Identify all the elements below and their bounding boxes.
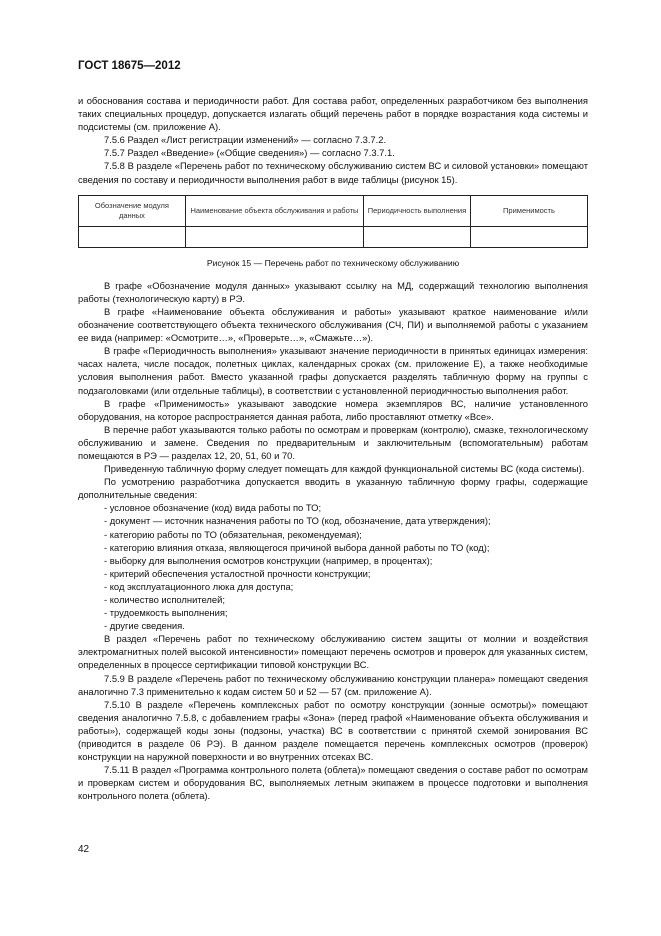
document-header: ГОСТ 18675—2012	[78, 60, 181, 72]
paragraph: Приведенную табличную форму следует помещать для каждой функциональной системы ВС (кода системы).	[104, 463, 585, 475]
paragraph: В перечне работ указываются только работы по осмотрам и проверкам (контролю), смазке, технологическому обслуживанию и замене. Сведения по предварительным и заключительным (вспомогательным) работам помещаются в РЭ — разделах 12, 20, 51, 60 и 70.	[78, 423, 588, 461]
list-item: - документ — источник назначения работы по ТО (код, обозначение, дата утверждения);	[104, 515, 491, 527]
paragraph: В раздел «Перечень работ по техническому обслуживанию систем защиты от молнии и воздействия электромагнитных полей высокой интенсивности» помещают перечень осмотров и проверок для указанных систем, определенных в процессе сертификации типовой конструкции ВС.	[78, 633, 588, 671]
table-cell	[79, 226, 186, 247]
document-body	[78, 94, 588, 803]
table-cell	[364, 226, 471, 247]
list-item: - другие сведения.	[104, 620, 185, 632]
list-item: - количество исполнителей;	[104, 594, 225, 605]
paragraph: и обоснования состава и периодичности работ. Для состава работ, определенных разработчиком без выполнения таких специальных процедур, допускается излагать общий перечень работ в порядке возрастания кода системы и подсистемы (см. приложение А).	[78, 95, 588, 133]
list-item: - код эксплуатационного люка для доступа;	[104, 580, 294, 592]
column-header: Периодичность выполнения	[364, 195, 471, 226]
paragraph: 7.5.8 В разделе «Перечень работ по техническому обслуживанию систем ВС и силовой установки» помещают сведения по составу и периодичности выполнения работ в виде таблицы (рисунок 15).	[78, 160, 588, 185]
paragraph: 7.5.10 В разделе «Перечень комплексных работ по осмотру конструкции (зонные осмотры)» помещают сведения аналогично 7.5.8, с добавлением графы «Зона» (перед графой «Наименование объекта обслуживания и работы»), содержащей коды зоны (подзоны, участка) ВС в соответствии с принятой схемой зонирования ВС (приводится в разделе 06 РЭ). В данном разделе помещается перечень комплексных осмотров (проверок) конструкции на наружной поверхности и во внутренних отсеках ВС.	[78, 698, 588, 763]
paragraph: 7.5.6 Раздел «Лист регистрации изменений» — согласно 7.3.7.2.	[104, 134, 387, 146]
list-item: - критерий обеспечения усталостной прочности конструкции;	[104, 567, 371, 579]
list-item: - трудоемкость выполнения;	[104, 607, 228, 619]
table-cell	[470, 226, 587, 247]
paragraph: В графе «Применимость» указывают заводские номера экземпляров ВС, наличие установленного оборудования, на которое распространяется данная работа, либо проставляют отметку «Все».	[78, 397, 588, 422]
table-row	[79, 226, 588, 247]
table-header-row	[79, 195, 588, 226]
list-item: - выборку для выполнения осмотров конструкции (например, в процентах);	[104, 554, 433, 566]
paragraph: 7.5.11 В раздел «Программа контрольного полета (облета)» помещают сведения о составе работ по осмотрам и проверкам систем и оборудования ВС, выполняемых летным экипажем в процессе подготовки и выполнения контрольного полета (облета).	[78, 764, 588, 802]
paragraph: В графе «Обозначение модуля данных» указывают ссылку на МД, содержащий технологию выполнения работы (технологическую карту) в РЭ.	[78, 279, 588, 304]
paragraph: В графе «Периодичность выполнения» указывают значение периодичности в принятых единицах измерения: часах налета, числе посадок, полетных циклах, календарных сроках (см. приложение Е), а также необходимые условия выполнения работ. Вместо указанной графы допускается разделять табличную форму на группы с подзаголовками (или отдельные таблицы), в соответствии с установленной периодичностью выполнения работ.	[78, 345, 588, 396]
column-header: Обозначение модуля данных	[79, 195, 186, 226]
figure-caption: Рисунок 15 — Перечень работ по техническому обслуживанию	[206, 257, 460, 268]
page-number: 42	[78, 844, 90, 855]
list-item: - категорию работы по ТО (обязательная, рекомендуемая);	[104, 528, 362, 540]
column-header: Применимость	[470, 195, 587, 226]
paragraph: 7.5.9 В разделе «Перечень работ по техническому обслуживанию конструкции планера» помещают сведения аналогично 7.3 применительно к кодам систем 50 и 52 — 57 (см. приложение А).	[78, 672, 588, 697]
paragraph: 7.5.7 Раздел «Введение» («Общие сведения») — согласно 7.3.7.1.	[104, 147, 395, 159]
list-item: - категорию влияния отказа, являющегося причиной выбора данной работы по ТО (код);	[104, 541, 490, 553]
figure-15-table	[78, 195, 588, 248]
table-cell	[185, 226, 363, 247]
list-item: - условное обозначение (код) вида работы по ТО;	[104, 502, 322, 514]
column-header: Наименование объекта обслуживания и работы	[185, 195, 363, 226]
paragraph: В графе «Наименование объекта обслуживания и работы» указывают краткое наименование и/или обозначение соответствующего объекта технического обслуживания (СЧ, ПИ) и выполняемой работы с указанием ее вида (например: «Осмотрите…», «Проверьте…», «Смажьте…»).	[78, 305, 588, 344]
paragraph: По усмотрению разработчика допускается вводить в указанную табличную форму графы, содержащие дополнительные сведения:	[78, 476, 588, 501]
